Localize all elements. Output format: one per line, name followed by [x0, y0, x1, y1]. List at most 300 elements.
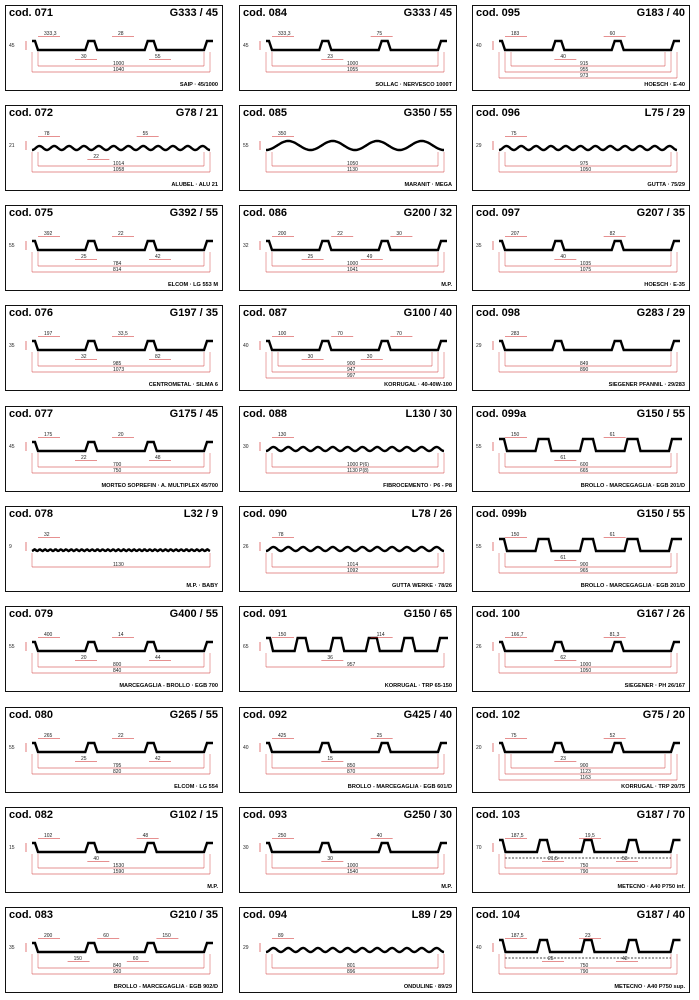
- dim-label: 61: [609, 532, 616, 538]
- dim-label: 36: [327, 655, 333, 661]
- profile-gauge: L32 / 9: [183, 508, 218, 520]
- dim-label: 23: [585, 933, 591, 939]
- dim-label: 166,7: [511, 632, 524, 638]
- profile-manufacturer: FIBROCEMENTO · P6 - P8: [383, 483, 452, 489]
- total-width-label: 750: [580, 963, 589, 969]
- total-width-label: 1000: [113, 61, 125, 67]
- dim-label: 28: [118, 31, 124, 37]
- profile-gauge: L78 / 26: [411, 508, 452, 520]
- height-label: 21: [9, 143, 15, 149]
- profile-card: [472, 506, 690, 592]
- profile-gauge: G283 / 29: [636, 307, 685, 319]
- profile-drawing: [240, 220, 456, 282]
- profile-drawing: [6, 320, 222, 382]
- profile-manufacturer: M.P.: [207, 884, 218, 890]
- profile-code: cod. 079: [9, 608, 54, 620]
- total-width-label: 1123: [580, 769, 591, 775]
- height-label: 40: [476, 43, 482, 49]
- profile-code: cod. 103: [476, 809, 521, 821]
- profile-drawing: [473, 822, 689, 884]
- profile-manufacturer: ONDULINE · 89/29: [403, 984, 452, 990]
- profile-gauge: G265 / 55: [169, 709, 218, 721]
- total-width-label: 1040: [113, 67, 125, 73]
- dim-label: 33,5: [118, 331, 128, 337]
- profile-manufacturer: ELCOM · LG 554: [174, 784, 218, 790]
- sheet-profile-line: [266, 743, 447, 752]
- profile-manufacturer: MORTEO SOPREFIN · A. MULTIPLEX 45/700: [101, 483, 218, 489]
- dim-label: 78: [44, 131, 50, 137]
- profile-gauge: G183 / 40: [636, 7, 685, 19]
- profile-code: cod. 095: [476, 7, 521, 19]
- sheet-profile-line: [266, 241, 447, 250]
- dim-label: 19,5: [585, 833, 595, 839]
- dim-label: 25: [81, 756, 87, 762]
- dim-label: 197: [44, 331, 53, 337]
- profile-code: cod. 086: [243, 207, 288, 219]
- profile-drawing: [240, 822, 456, 884]
- dim-label: 42: [622, 956, 628, 962]
- height-label: 9: [9, 544, 12, 550]
- profile-code: cod. 072: [9, 107, 54, 119]
- dim-label: 425: [278, 733, 287, 739]
- height-label: 55: [9, 745, 15, 751]
- total-width-label: 896: [347, 969, 356, 975]
- profile-drawing: [6, 421, 222, 483]
- dim-label: 44: [155, 655, 161, 661]
- profile-card: [239, 5, 457, 91]
- total-width-label: 750: [580, 863, 589, 869]
- total-width-label: 849: [580, 361, 589, 367]
- profile-card: [239, 506, 457, 592]
- sheet-profile-line: [266, 843, 447, 852]
- dim-label: 61: [609, 432, 616, 438]
- height-label: 45: [9, 444, 15, 450]
- sheet-profile-line: [499, 41, 680, 50]
- profile-manufacturer: BROLLO - MARCEGAGLIA · EGB 201/D: [580, 483, 685, 489]
- dim-label: 187,5: [511, 833, 524, 839]
- profile-gauge: G187 / 40: [636, 909, 685, 921]
- dim-label: 22: [118, 231, 124, 237]
- profile-gauge: G100 / 40: [403, 307, 452, 319]
- dim-label: 61: [560, 555, 566, 561]
- profile-manufacturer: BROLLO - MARCEGAGLIA · EGB 902/D: [113, 984, 218, 990]
- dim-label: 183: [511, 31, 520, 37]
- profile-card: [239, 105, 457, 191]
- profile-manufacturer: SOLLAC · NERVESCO 1000T: [375, 82, 452, 88]
- height-label: 55: [476, 544, 482, 550]
- sheet-profile-line: [499, 840, 681, 852]
- height-label: 40: [476, 945, 482, 951]
- profile-drawing: [6, 922, 222, 984]
- dim-label: 81,3: [609, 632, 620, 638]
- total-width-label: 900: [580, 562, 589, 568]
- profile-code: cod. 092: [243, 709, 288, 721]
- dim-label: 55: [155, 54, 161, 60]
- dim-label: 283: [511, 331, 520, 337]
- total-width-label: 840: [113, 963, 122, 969]
- dim-label: 207: [511, 231, 520, 237]
- profile-code: cod. 093: [243, 809, 288, 821]
- profile-code: cod. 085: [243, 107, 288, 119]
- profile-drawing: [473, 722, 689, 784]
- profile-drawing: [473, 922, 689, 984]
- dim-label: 333,3: [278, 31, 291, 37]
- dim-label: 400: [44, 632, 53, 638]
- dim-label: 30: [81, 54, 87, 60]
- profile-gauge: G333 / 45: [169, 7, 218, 19]
- dim-label: 49: [366, 254, 373, 260]
- total-width-label: 800: [113, 662, 122, 668]
- profile-card: [5, 205, 223, 291]
- dim-label: 20: [118, 432, 124, 438]
- height-label: 32: [243, 243, 249, 249]
- sheet-profile-line: [32, 41, 213, 50]
- sheet-profile-line: [32, 442, 213, 451]
- profile-manufacturer: M.P.: [441, 884, 452, 890]
- profile-code: cod. 098: [476, 307, 521, 319]
- profile-manufacturer: SIEGENER · PH 26/167: [624, 683, 685, 689]
- profile-gauge: G400 / 55: [169, 608, 218, 620]
- dim-label: 42: [155, 756, 161, 762]
- total-width-label: 1540: [347, 869, 359, 875]
- profile-drawing: [240, 20, 456, 82]
- profile-code: cod. 102: [476, 709, 521, 721]
- profile-code: cod. 084: [243, 7, 288, 19]
- total-width-label: 1092: [347, 568, 359, 574]
- dim-label: 40: [376, 833, 383, 839]
- dim-label: 70: [337, 331, 343, 337]
- dim-label: 102: [44, 833, 53, 839]
- total-width-label: 1163: [580, 775, 591, 781]
- profile-gauge: G175 / 45: [169, 408, 218, 420]
- total-width-label: 790: [580, 869, 589, 875]
- dim-label: 114: [376, 632, 385, 638]
- profile-code: cod. 090: [243, 508, 288, 520]
- profile-gauge: G150 / 65: [403, 608, 452, 620]
- total-width-label: 1000: [580, 662, 592, 668]
- profile-card: [5, 305, 223, 391]
- profile-manufacturer: BROLLO - MARCEGAGLIA · EGB 201/D: [580, 583, 685, 589]
- profile-card: [239, 305, 457, 391]
- total-width-label: 1590: [113, 869, 125, 875]
- profile-gauge: G392 / 55: [169, 207, 218, 219]
- profile-card: [472, 707, 690, 793]
- height-label: 26: [476, 644, 482, 650]
- height-label: 30: [243, 845, 249, 851]
- profile-code: cod. 078: [9, 508, 54, 520]
- sheet-profile-line: [266, 141, 444, 150]
- total-width-label: 1073: [113, 367, 125, 373]
- height-label: 35: [9, 945, 15, 951]
- sheet-profile-line: [32, 241, 213, 250]
- total-width-label: 973: [580, 73, 589, 79]
- dim-label: 175: [44, 432, 53, 438]
- profile-gauge: L130 / 30: [405, 408, 452, 420]
- sheet-profile-line: [499, 439, 682, 451]
- dim-label: 265: [44, 733, 53, 739]
- height-label: 29: [476, 343, 482, 349]
- total-width-label: 801: [347, 963, 356, 969]
- profile-gauge: G197 / 35: [169, 307, 218, 319]
- profile-code: cod. 071: [9, 7, 54, 19]
- profile-code: cod. 075: [9, 207, 54, 219]
- total-width-label: 1000: [347, 261, 359, 267]
- sheet-profile-line: [266, 547, 444, 551]
- profile-gauge: G250 / 30: [403, 809, 452, 821]
- total-width-label: 985: [113, 361, 122, 367]
- profile-card: [472, 305, 690, 391]
- total-width-label: 1000: [347, 61, 359, 67]
- profile-code: cod. 076: [9, 307, 54, 319]
- profile-manufacturer: SAIP · 45/1000: [179, 82, 218, 88]
- sheet-profile-line: [499, 940, 681, 952]
- total-width-label: 840: [113, 668, 122, 674]
- profile-card: [239, 205, 457, 291]
- dim-label: 78: [278, 532, 284, 538]
- dim-label: 61: [560, 455, 566, 461]
- height-label: 45: [9, 43, 15, 49]
- dim-label: 187,5: [511, 933, 524, 939]
- profile-card: [472, 406, 690, 492]
- total-width-label: 665: [580, 468, 589, 474]
- dim-label: 55: [142, 131, 149, 137]
- profile-gauge: L89 / 29: [411, 909, 452, 921]
- dim-label: 52: [609, 733, 616, 739]
- dim-label: 30: [366, 354, 373, 360]
- height-label: 29: [476, 143, 482, 149]
- dim-label: 30: [327, 856, 333, 862]
- profile-code: cod. 077: [9, 408, 54, 420]
- profile-card: [5, 5, 223, 91]
- profile-gauge: G200 / 32: [403, 207, 452, 219]
- profile-manufacturer: KORRUGAL · TRP 65-150: [384, 683, 452, 689]
- dim-label: 23: [560, 756, 566, 762]
- profile-code: cod. 091: [243, 608, 288, 620]
- total-width-label: 1000 P(6): [347, 462, 369, 468]
- dim-label: 20: [81, 655, 87, 661]
- profile-card: [5, 406, 223, 492]
- total-width-label: 700: [113, 462, 122, 468]
- dim-label: 150: [511, 532, 520, 538]
- sheet-profile-line: [32, 146, 210, 150]
- profile-drawing: [6, 521, 222, 583]
- total-width-label: 1058: [113, 167, 125, 173]
- profile-code: cod. 088: [243, 408, 288, 420]
- sheet-profile-line: [32, 843, 213, 852]
- profile-manufacturer: HOESCH · E-40: [644, 82, 685, 88]
- height-label: 35: [476, 243, 482, 249]
- total-width-label: 750: [113, 468, 122, 474]
- profile-card: [472, 205, 690, 291]
- profile-drawing: [6, 722, 222, 784]
- height-label: 55: [9, 644, 15, 650]
- profile-card: [5, 707, 223, 793]
- profile-manufacturer: CENTROMETAL · SILMA 6: [148, 382, 218, 388]
- profile-code: cod. 082: [9, 809, 54, 821]
- profile-gauge: G150 / 55: [636, 508, 685, 520]
- height-label: 45: [243, 43, 249, 49]
- dim-label: 14: [118, 632, 124, 638]
- total-width-label: 1130: [113, 562, 124, 568]
- sheet-profile-line: [266, 341, 447, 350]
- dim-label: 250: [278, 833, 287, 839]
- dim-label: 100: [278, 331, 287, 337]
- profile-code: cod. 083: [9, 909, 54, 921]
- dim-label: 60: [609, 31, 616, 37]
- dim-label: 150: [278, 632, 287, 638]
- profile-drawing: [240, 922, 456, 984]
- dim-label: 392: [44, 231, 53, 237]
- profile-manufacturer: METECNO · A40 P750 inf.: [617, 884, 685, 890]
- profile-card: [5, 907, 223, 993]
- total-width-label: 900: [347, 361, 356, 367]
- profile-manufacturer: KORRUGAL · 40-40W-100: [384, 382, 452, 388]
- sheet-profile-line: [499, 241, 680, 250]
- dim-label: 21,5: [548, 856, 558, 862]
- profile-manufacturer: HOESCH · E-35: [644, 282, 685, 288]
- profile-card: [472, 606, 690, 692]
- height-label: 40: [243, 343, 249, 349]
- total-width-label: 1000: [347, 863, 359, 869]
- sheet-profile-line: [499, 539, 682, 551]
- profile-manufacturer: MARANIT · MEGA: [404, 182, 452, 188]
- total-width-label: 870: [347, 769, 356, 775]
- sheet-profile-line: [266, 638, 448, 651]
- height-label: 65: [243, 644, 249, 650]
- sheet-profile-line: [32, 341, 213, 350]
- profile-manufacturer: ALUBEL · ALU 21: [171, 182, 218, 188]
- profile-gauge: G187 / 70: [636, 809, 685, 821]
- profile-drawing: [473, 320, 689, 382]
- profile-code: cod. 104: [476, 909, 521, 921]
- profile-gauge: G78 / 21: [175, 107, 218, 119]
- dim-label: 75: [511, 131, 517, 137]
- dim-label: 62: [560, 655, 566, 661]
- dim-label: 40: [560, 54, 566, 60]
- profile-card: [5, 807, 223, 893]
- sheet-profile-line: [266, 447, 444, 451]
- profile-code: cod. 100: [476, 608, 521, 620]
- dim-label: 70: [396, 331, 402, 337]
- sheet-profile-line: [266, 41, 447, 50]
- dim-label: 150: [511, 432, 520, 438]
- dim-label: 130: [278, 432, 287, 438]
- total-width-label: 795: [113, 763, 122, 769]
- dim-label: 22: [337, 231, 343, 237]
- profile-card: [472, 105, 690, 191]
- profile-manufacturer: GUTTA · 75/29: [647, 182, 685, 188]
- profile-manufacturer: KORRUGAL · TRP 20/75: [621, 784, 685, 790]
- profile-manufacturer: METECNO · A40 P750 sup.: [614, 984, 685, 990]
- profile-card: [5, 506, 223, 592]
- dim-label: 60: [132, 956, 139, 962]
- profile-card: [5, 105, 223, 191]
- height-label: 20: [476, 745, 482, 751]
- dim-label: 82: [609, 231, 616, 237]
- dim-label: 25: [376, 733, 383, 739]
- profile-drawing: [6, 822, 222, 884]
- total-width-label: 947: [347, 367, 356, 373]
- profile-drawing: [473, 521, 689, 583]
- sheet-profile-line: [32, 743, 213, 752]
- dim-label: 150: [73, 956, 82, 962]
- total-width-label: 1075: [580, 267, 592, 273]
- total-width-label: 1130 P(8): [347, 468, 369, 474]
- dim-label: 25: [307, 254, 314, 260]
- total-width-label: 1130: [347, 167, 358, 173]
- sheet-profile-line: [499, 642, 680, 651]
- profile-gauge: G210 / 35: [169, 909, 218, 921]
- total-width-label: 900: [580, 763, 589, 769]
- profile-drawing: [240, 421, 456, 483]
- total-width-label: 600: [580, 462, 589, 468]
- height-label: 70: [476, 845, 482, 851]
- profile-drawing: [6, 120, 222, 182]
- total-width-label: 957: [347, 662, 356, 668]
- dim-label: 40: [560, 254, 566, 260]
- profile-drawing: [240, 320, 456, 382]
- profile-drawing: [240, 621, 456, 683]
- profile-gauge: G425 / 40: [403, 709, 452, 721]
- dim-label: 82: [155, 354, 161, 360]
- profile-drawing: [473, 120, 689, 182]
- total-width-label: 814: [113, 267, 122, 273]
- dim-label: 48: [142, 833, 149, 839]
- dim-label: 25: [81, 254, 87, 260]
- total-width-label: 850: [347, 763, 356, 769]
- profile-manufacturer: MARCEGAGLIA - BROLLO · EGB 700: [119, 683, 218, 689]
- sheet-profile-line: [499, 743, 680, 752]
- profile-code: cod. 080: [9, 709, 54, 721]
- total-width-label: 965: [580, 568, 589, 574]
- profile-gauge: G350 / 55: [403, 107, 452, 119]
- dim-label: 350: [278, 131, 287, 137]
- dim-label: 22: [81, 455, 87, 461]
- height-label: 40: [243, 745, 249, 751]
- dim-label: 22: [118, 733, 124, 739]
- total-width-label: 890: [580, 367, 589, 373]
- height-label: 29: [243, 945, 249, 951]
- profile-drawing: [6, 621, 222, 683]
- total-width-label: 1014: [347, 562, 359, 568]
- dim-label: 30: [307, 354, 314, 360]
- profile-drawing: [240, 120, 456, 182]
- profile-card: [239, 406, 457, 492]
- dim-label: 53: [622, 856, 628, 862]
- total-width-label: 1050: [580, 167, 592, 173]
- dim-label: 25: [548, 956, 554, 962]
- profile-drawing: [6, 220, 222, 282]
- profile-card: [239, 606, 457, 692]
- profile-drawing: [473, 421, 689, 483]
- total-width-label: 784: [113, 261, 122, 267]
- total-width-label: 1530: [113, 863, 125, 869]
- dim-label: 60: [103, 933, 109, 939]
- height-label: 30: [243, 444, 249, 450]
- dim-label: 40: [93, 856, 99, 862]
- profile-manufacturer: SIEGENER PFANNIL · 29/283: [608, 382, 685, 388]
- profile-drawing: [473, 220, 689, 282]
- total-width-label: 1035: [580, 261, 592, 267]
- profile-gauge: G75 / 20: [642, 709, 685, 721]
- dim-label: 32: [81, 354, 87, 360]
- sheet-profile-line: [32, 943, 213, 952]
- profile-code: cod. 094: [243, 909, 288, 921]
- profile-code: cod. 099b: [476, 508, 527, 520]
- profile-gauge: G167 / 26: [636, 608, 685, 620]
- profile-gauge: G102 / 15: [169, 809, 218, 821]
- profile-drawing: [240, 521, 456, 583]
